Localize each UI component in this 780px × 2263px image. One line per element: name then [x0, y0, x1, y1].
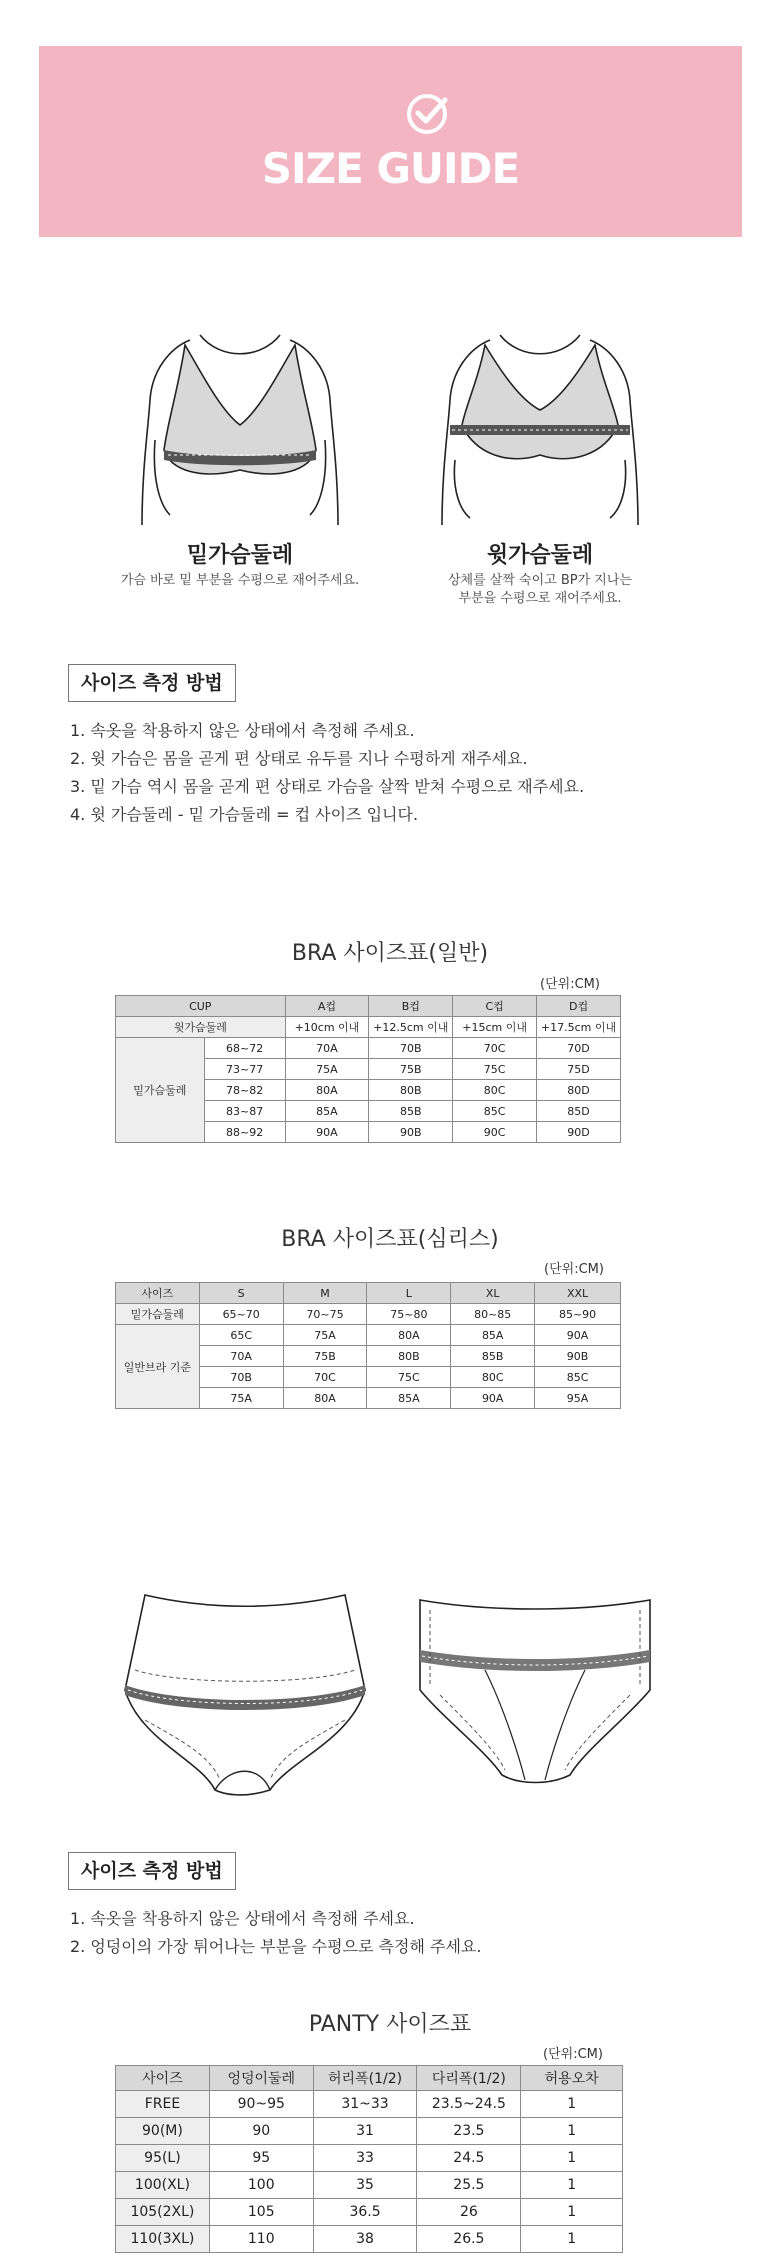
table-cell: 90A: [535, 1325, 621, 1346]
table-row: [116, 1038, 621, 1059]
table-cell: 35: [313, 2172, 417, 2199]
table-cell: D컵: [537, 996, 621, 1017]
table-cell: L: [367, 1283, 451, 1304]
table-cell: 밑가슴둘레: [116, 1304, 200, 1325]
table-cell: 85A: [451, 1325, 535, 1346]
table-cell: 90D: [537, 1122, 621, 1143]
table-cell: 90C: [453, 1122, 537, 1143]
panty-table-unit: (단위:CM): [543, 2047, 603, 2062]
table-cell: 80D: [537, 1080, 621, 1101]
table-cell: 엉덩이둘레: [209, 2066, 313, 2091]
table-cell: +10cm 이내: [285, 1017, 369, 1038]
table-cell: 1: [521, 2172, 623, 2199]
bra-step-3: 3. 밑 가슴 역시 몸을 곧게 편 상태로 가슴을 살짝 받쳐 수평으로 재주세요.: [70, 777, 585, 796]
underbust-title: 밑가슴둘레: [186, 543, 294, 568]
table-cell: 90B: [369, 1122, 453, 1143]
table-cell: 36.5: [313, 2199, 417, 2226]
table-row: [116, 2145, 623, 2172]
table-cell: 24.5: [417, 2145, 521, 2172]
table-cell: XXL: [535, 1283, 621, 1304]
table-cell: 105: [209, 2199, 313, 2226]
bra-measure-heading: 사이즈 측정 방법: [68, 664, 236, 702]
table-cell: 26: [417, 2199, 521, 2226]
table-cell: +17.5cm 이내: [537, 1017, 621, 1038]
table-cell: 105(2XL): [116, 2199, 210, 2226]
table-cell: 1: [521, 2118, 623, 2145]
table-cell: 70A: [285, 1038, 369, 1059]
table-row: [116, 2066, 623, 2091]
table-cell: 80C: [451, 1367, 535, 1388]
table-cell: 70~75: [283, 1304, 367, 1325]
table-row: [116, 1017, 621, 1038]
table-cell: 사이즈: [116, 2066, 210, 2091]
size-guide-banner: [39, 46, 742, 237]
table-cell: 80A: [285, 1080, 369, 1101]
table-cell: 75C: [367, 1367, 451, 1388]
bra-seamless-unit: (단위:CM): [544, 1262, 604, 1277]
table-cell: S: [199, 1283, 283, 1304]
table-cell: 95(L): [116, 2145, 210, 2172]
bra-general-unit: (단위:CM): [540, 977, 600, 992]
table-cell: 75A: [285, 1059, 369, 1080]
table-cell: 75~80: [367, 1304, 451, 1325]
panty-measure-heading: 사이즈 측정 방법: [68, 1852, 236, 1890]
table-cell: 110(3XL): [116, 2226, 210, 2253]
bra-general-table: [115, 995, 621, 1143]
table-cell: 사이즈: [116, 1283, 200, 1304]
table-cell: 다리폭(1/2): [417, 2066, 521, 2091]
table-cell: 33: [313, 2145, 417, 2172]
table-cell: 100: [209, 2172, 313, 2199]
table-cell: 65C: [199, 1325, 283, 1346]
panty-regular-illustration: [410, 1590, 660, 1790]
table-cell: 23.5~24.5: [417, 2091, 521, 2118]
table-cell: 일반브라 기준: [116, 1325, 200, 1409]
table-cell: 85B: [369, 1101, 453, 1122]
table-cell: 80A: [283, 1388, 367, 1409]
overbust-illustration: [430, 330, 650, 530]
overbust-title: 윗가슴둘레: [486, 543, 594, 568]
table-cell: 85B: [451, 1346, 535, 1367]
table-cell: 70C: [283, 1367, 367, 1388]
table-row: [116, 1283, 621, 1304]
table-cell: 90(M): [116, 2118, 210, 2145]
table-cell: 75C: [453, 1059, 537, 1080]
table-cell: 허리폭(1/2): [313, 2066, 417, 2091]
table-cell: 90~95: [209, 2091, 313, 2118]
bra-step-1: 1. 속옷을 착용하지 않은 상태에서 측정해 주세요.: [70, 721, 415, 740]
overbust-desc-line-2: 부분을 수평으로 재어주세요.: [458, 591, 622, 606]
bra-seamless-title: BRA 사이즈표(심리스): [281, 1227, 499, 1252]
table-cell: 85A: [367, 1388, 451, 1409]
table-cell: 70B: [199, 1367, 283, 1388]
table-cell: M: [283, 1283, 367, 1304]
table-cell: 38: [313, 2226, 417, 2253]
table-cell: 83~87: [204, 1101, 285, 1122]
table-cell: B컵: [369, 996, 453, 1017]
table-cell: 90A: [285, 1122, 369, 1143]
table-cell: 85A: [285, 1101, 369, 1122]
table-cell: 75A: [199, 1388, 283, 1409]
table-cell: 100(XL): [116, 2172, 210, 2199]
table-row: [116, 2091, 623, 2118]
table-cell: XL: [451, 1283, 535, 1304]
table-row: [116, 2172, 623, 2199]
table-cell: 80B: [367, 1346, 451, 1367]
table-row: [116, 2199, 623, 2226]
table-cell: 88~92: [204, 1122, 285, 1143]
table-row: [116, 1304, 621, 1325]
check-circle-icon: [405, 90, 453, 138]
panty-high-waist-illustration: [120, 1590, 370, 1800]
table-cell: 31: [313, 2118, 417, 2145]
table-cell: 75B: [369, 1059, 453, 1080]
table-cell: +12.5cm 이내: [369, 1017, 453, 1038]
table-cell: 95A: [535, 1388, 621, 1409]
table-cell: +15cm 이내: [453, 1017, 537, 1038]
table-cell: 1: [521, 2226, 623, 2253]
table-cell: 윗가슴둘레: [116, 1017, 286, 1038]
table-cell: 1: [521, 2199, 623, 2226]
table-cell: 1: [521, 2091, 623, 2118]
table-cell: 70C: [453, 1038, 537, 1059]
table-cell: 90: [209, 2118, 313, 2145]
table-cell: 25.5: [417, 2172, 521, 2199]
panty-size-table: [115, 2065, 623, 2253]
table-row: [116, 2226, 623, 2253]
table-cell: A컵: [285, 996, 369, 1017]
table-cell: 31~33: [313, 2091, 417, 2118]
table-cell: 73~77: [204, 1059, 285, 1080]
table-row: [116, 2118, 623, 2145]
table-cell: 80A: [367, 1325, 451, 1346]
bra-step-2: 2. 윗 가슴은 몸을 곧게 편 상태로 유두를 지나 수평하게 재주세요.: [70, 749, 528, 768]
table-cell: 허용오차: [521, 2066, 623, 2091]
table-row: [116, 996, 621, 1017]
table-cell: 70B: [369, 1038, 453, 1059]
banner-title: SIZE GUIDE: [261, 144, 520, 193]
underbust-desc: 가슴 바로 밑 부분을 수평으로 재어주세요.: [120, 573, 360, 588]
table-cell: C컵: [453, 996, 537, 1017]
table-cell: 90B: [535, 1346, 621, 1367]
table-row: [116, 1325, 621, 1346]
table-cell: 1: [521, 2145, 623, 2172]
table-cell: 75A: [283, 1325, 367, 1346]
table-cell: 23.5: [417, 2118, 521, 2145]
table-cell: 65~70: [199, 1304, 283, 1325]
table-cell: 85~90: [535, 1304, 621, 1325]
table-cell: 75D: [537, 1059, 621, 1080]
table-cell: 110: [209, 2226, 313, 2253]
panty-step-2: 2. 엉덩이의 가장 튀어나는 부분을 수평으로 측정해 주세요.: [70, 1937, 482, 1956]
bra-step-4: 4. 윗 가슴둘레 - 밑 가슴둘레 = 컵 사이즈 입니다.: [70, 805, 419, 824]
underbust-illustration: [130, 330, 350, 530]
table-cell: 75B: [283, 1346, 367, 1367]
panty-table-title: PANTY 사이즈표: [308, 2012, 472, 2037]
table-cell: 90A: [451, 1388, 535, 1409]
table-cell: 80B: [369, 1080, 453, 1101]
bra-measure-steps: [70, 717, 584, 829]
overbust-desc: [390, 572, 690, 608]
table-cell: 68~72: [204, 1038, 285, 1059]
table-cell: 26.5: [417, 2226, 521, 2253]
bra-general-title: BRA 사이즈표(일반): [291, 941, 489, 966]
panty-step-1: 1. 속옷을 착용하지 않은 상태에서 측정해 주세요.: [70, 1909, 415, 1928]
table-cell: 70D: [537, 1038, 621, 1059]
table-cell: CUP: [116, 996, 286, 1017]
table-cell: 95: [209, 2145, 313, 2172]
table-cell: 80C: [453, 1080, 537, 1101]
table-cell: FREE: [116, 2091, 210, 2118]
overbust-desc-line-1: 상체를 살짝 숙이고 BP가 지나는: [448, 573, 632, 588]
table-cell: 85C: [453, 1101, 537, 1122]
table-cell: 밑가슴둘레: [116, 1038, 205, 1143]
table-cell: 70A: [199, 1346, 283, 1367]
panty-measure-steps: [70, 1905, 481, 1961]
table-cell: 80~85: [451, 1304, 535, 1325]
bra-seamless-table: [115, 1282, 621, 1409]
table-cell: 78~82: [204, 1080, 285, 1101]
table-cell: 85C: [535, 1367, 621, 1388]
table-cell: 85D: [537, 1101, 621, 1122]
